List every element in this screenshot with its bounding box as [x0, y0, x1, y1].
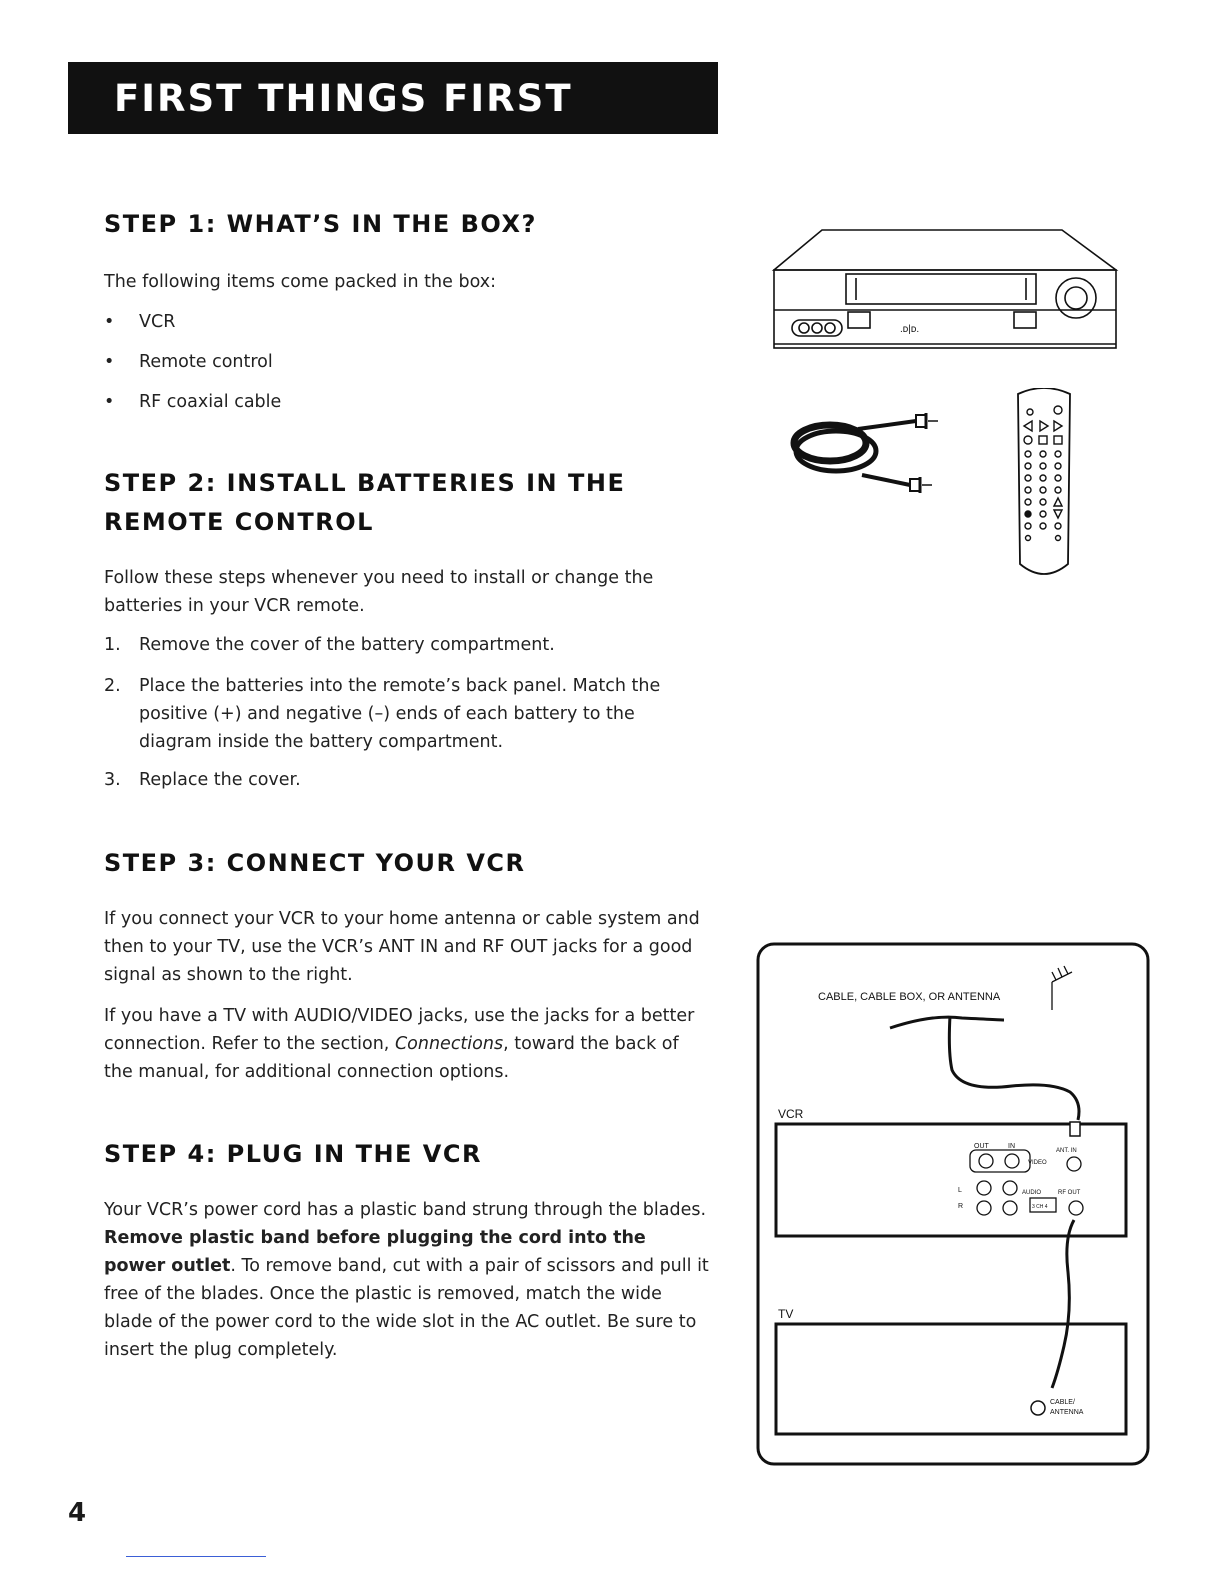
step3-heading: STEP 3: CONNECT YOUR VCR	[104, 849, 526, 877]
svg-text:3 CH 4: 3 CH 4	[1032, 1204, 1048, 1210]
step2-intro: Follow these steps whenever you need to install or change the batteries in your VCR remote.	[104, 568, 654, 616]
step1-heading: STEP 1: WHAT’S IN THE BOX?	[104, 210, 537, 238]
step1-intro: The following items come packed in the box:	[104, 272, 496, 292]
svg-text:.ᴅ|ᴅ.: .ᴅ|ᴅ.	[900, 324, 920, 335]
svg-text:CABLE/: CABLE/	[1050, 1399, 1075, 1406]
banner-title: FIRST THINGS FIRST	[114, 76, 573, 120]
step3-para2: If you have a TV with AUDIO/VIDEO jacks, use the jacks for a better connection. Refer to the section, Connections, toward the back of the manual, for additional connection options.	[104, 1006, 695, 1082]
section-banner	[68, 62, 718, 134]
svg-text:AUDIO: AUDIO	[1022, 1190, 1042, 1196]
source-label: CABLE, CABLE BOX, OR ANTENNA	[818, 991, 1001, 1003]
svg-text:IN: IN	[1008, 1143, 1015, 1150]
step3-para1: If you connect your VCR to your home antenna or cable system and then to your TV, use the VCR’s ANT IN and RF OUT jacks for a good signal as shown to the right.	[104, 909, 700, 985]
tv-label: TV	[778, 1307, 794, 1321]
footer-rule	[126, 1556, 266, 1557]
page-number: 4	[68, 1498, 87, 1528]
vcr-label: VCR	[778, 1107, 804, 1121]
svg-text:RF OUT: RF OUT	[1058, 1190, 1081, 1196]
step4-para: Your VCR’s power cord has a plastic band strung through the blades. Remove plastic band before plugging the cord into the power outlet. To remove band, cut with a pair of scissors and pull it free of the blades. Once the plastic is removed, match the wide blade of the power cord to the wide slot in the AC outlet. Be sure to insert the plug completely.	[104, 1200, 709, 1360]
coaxial-cable-illustration	[788, 405, 958, 500]
antenna-icon	[1052, 966, 1072, 1010]
svg-text:OUT: OUT	[974, 1143, 989, 1150]
svg-text:ANTENNA: ANTENNA	[1050, 1409, 1084, 1416]
step4-heading: STEP 4: PLUG IN THE VCR	[104, 1140, 482, 1168]
step2-heading-line1: STEP 2: INSTALL BATTERIES IN THE	[104, 469, 626, 497]
step2-heading-line2: REMOTE CONTROL	[104, 508, 374, 536]
svg-text:ANT. IN: ANT. IN	[1056, 1148, 1077, 1154]
svg-text:R: R	[958, 1203, 964, 1210]
svg-text:L: L	[958, 1187, 962, 1194]
svg-text:VIDEO: VIDEO	[1028, 1160, 1047, 1166]
vcr-illustration	[770, 228, 1122, 358]
connection-diagram	[752, 942, 1152, 1470]
remote-control-illustration	[1012, 388, 1076, 582]
